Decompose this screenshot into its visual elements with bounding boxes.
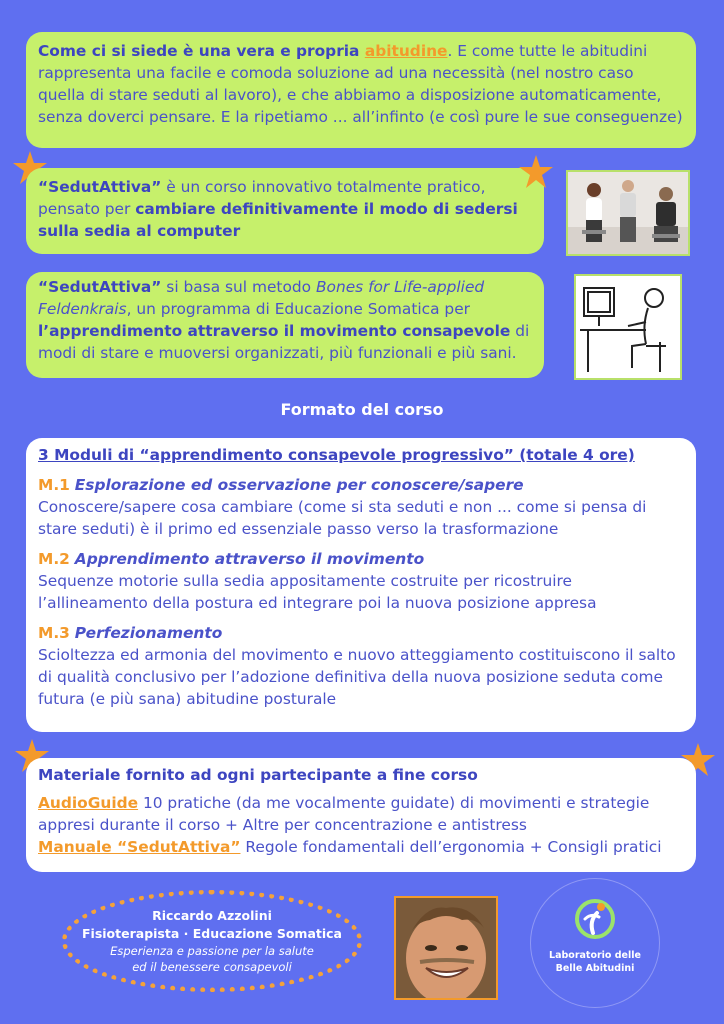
module-title: Esplorazione ed osservazione per conoscere/sapere (74, 476, 524, 494)
author-name: Riccardo Azzolini (152, 908, 272, 923)
logo-line-2: Belle Abitudini (555, 963, 635, 974)
course-box (26, 168, 544, 254)
author-tagline-2: ed il benessere consapevoli (132, 960, 292, 974)
group-exercise-photo (566, 170, 690, 256)
method-text-2: , un programma di Educazione Somatica per (126, 300, 470, 318)
course-text: è un corso innovativo totalmente pratico, pensato per (38, 178, 486, 218)
lab-logo (530, 878, 660, 1008)
format-title: Formato del corso (280, 400, 444, 419)
module-item (38, 548, 684, 614)
author-photo (394, 896, 498, 1000)
habit-link[interactable]: abitudine (364, 42, 448, 60)
module-number: M.3 (38, 624, 70, 642)
intro-bold: Come ci si siede è una vera e propria (38, 42, 365, 60)
materials-box (26, 758, 696, 872)
method-text-3: di modi di stare e muoversi organizzati, più funzionali e più sani. (38, 322, 530, 362)
module-item (38, 474, 684, 540)
module-title: Apprendimento attraverso il movimento (74, 550, 425, 568)
method-box (26, 272, 544, 378)
desk-sketch-illustration (574, 274, 682, 380)
method-italic: Bones for Life-applied Feldenkrais (38, 278, 485, 318)
module-number: M.1 (38, 476, 70, 494)
intro-text: . E come tutte le abitudini rappresenta una facile e comoda soluzione ad una necessità (nel nostro caso quella di stare seduti al lavoro), e che abbiamo a disposizione automaticamente, senza doverci pensare. E la ripetiamo ... all’infinto (e così pure le sue conseguenze) (38, 42, 683, 126)
method-text-1: si basa sul metodo (161, 278, 316, 296)
module-item (38, 622, 684, 710)
manual-link[interactable]: Manuale “SedutAttiva” (38, 838, 241, 856)
module-text: Scioltezza ed armonia del movimento e nuovo atteggiamento costituiscono il salto di qualità conclusivo per l’adozione definitiva della nuova posizione seduta come futura (e più sana) abitudine posturale (38, 646, 676, 708)
module-title: Perfezionamento (74, 624, 223, 642)
course-bold: cambiare definitivamente il modo di sedersi sulla sedia al computer (38, 200, 518, 240)
intro-box (26, 32, 696, 148)
modules-box (26, 438, 696, 732)
module-number: M.2 (38, 550, 70, 568)
person-leaf-icon (573, 897, 617, 941)
course-brand: “SedutAttiva” (38, 178, 162, 196)
star-icon (518, 154, 554, 190)
materials-heading: Materiale fornito ad ogni partecipante a fine corso (38, 766, 478, 784)
audioguide-link[interactable]: AudioGuide (38, 794, 139, 812)
author-role: Fisioterapista · Educazione Somatica (82, 926, 342, 941)
logo-line-1: Laboratorio delle (549, 950, 641, 961)
module-text: Sequenze motorie sulla sedia appositamente costruite per ricostruire l’allineamento della postura ed integrare poi la nuova posizione appresa (38, 572, 597, 612)
method-bold: l’apprendimento attraverso il movimento consapevole (38, 322, 511, 340)
author-tagline-1: Esperienza e passione per la salute (110, 944, 314, 958)
module-text: Conoscere/sapere cosa cambiare (come si sta seduti e non ... come si pensa di stare seduti) è il primo ed essenziale passo verso la trasformazione (38, 498, 647, 538)
author-badge (62, 890, 362, 992)
method-brand: “SedutAttiva” (38, 278, 162, 296)
modules-heading: 3 Moduli di “apprendimento consapevole progressivo” (totale 4 ore) (38, 446, 635, 464)
manual-text: Regole fondamentali dell’ergonomia + Consigli pratici (240, 838, 662, 856)
audioguide-text: 10 pratiche (da me vocalmente guidate) di movimenti e strategie appresi durante il corso + Altre per concentrazione e antistress (38, 794, 650, 834)
